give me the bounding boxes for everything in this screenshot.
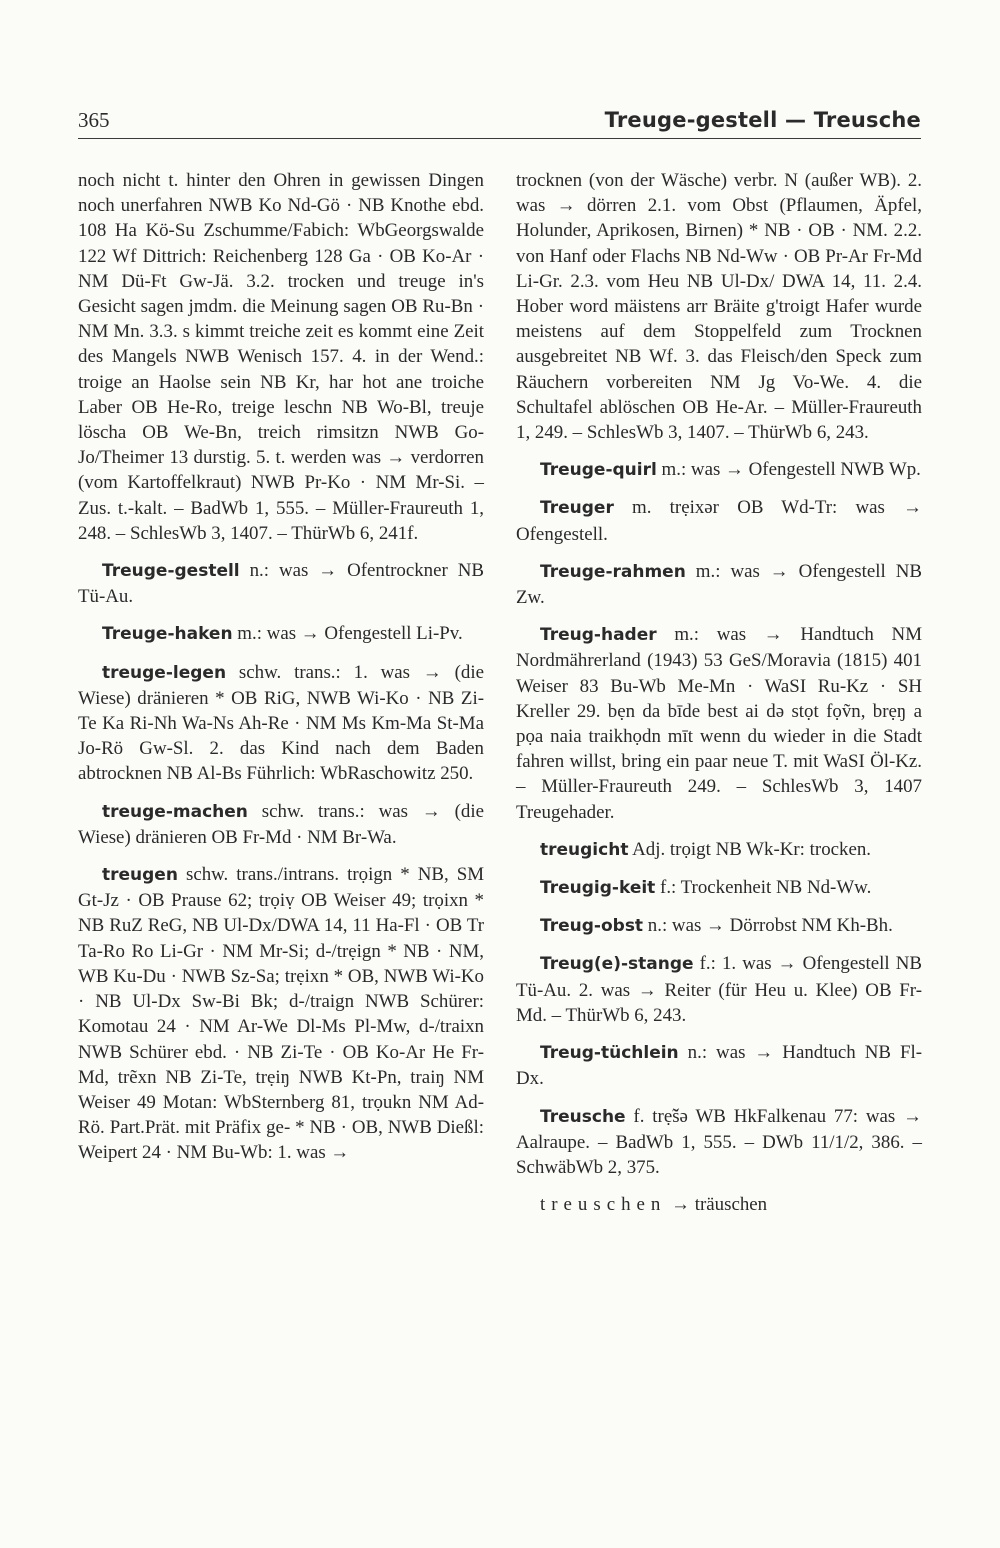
entry <box>516 837 922 863</box>
entry-body: m. trẹixər OB Wd-Tr: was → Ofengestell. <box>516 497 922 545</box>
entry-body: m.: was → Ofengestell Li-Pv. <box>232 623 463 645</box>
headword: Treusche <box>540 1106 626 1127</box>
entry <box>516 495 922 546</box>
entry <box>516 457 922 483</box>
entry <box>516 913 922 939</box>
headword: Treug-tüchlein <box>540 1043 679 1064</box>
right-column <box>516 168 922 1229</box>
entry-body: n.: was → Dörrobst NM Kh-Bh. <box>643 915 893 937</box>
headword: Treuger <box>540 498 614 519</box>
entry-body: f.: Trockenheit NB Nd-Ww. <box>655 877 872 899</box>
running-header <box>78 106 921 139</box>
entry-body: schw. trans.: 1. was → (die Wiese) dränieren * OB RiG, NWB Wi-Ko · NB Zi-Te Ka Ri-Nh Wa-Ns Ah-Re · NM Ms Km-Ma St-Ma Jo-Rö Gw-Sl. 2. das Kind nach dem Baden abtrocknen NB Al-Bs Führlich: WbRaschowitz 250. <box>78 661 484 785</box>
entry <box>78 799 484 850</box>
entry <box>516 1104 922 1181</box>
headword: Treug(e)-stange <box>540 954 694 975</box>
entry <box>78 558 484 609</box>
entry-body: Adj. trọigt NB Wk-Kr: trocken. <box>628 838 872 860</box>
entry-body: n.: was → Ofentrockner NB Tü-Au. <box>78 560 484 608</box>
continuation-text: noch nicht t. hinter den Ohren in gewissen Dingen noch unerfahren NWB Ko Nd-Gö · NB Knothe ebd. 108 Ha Kö-Su Zschumme/Fabich: WbGeorgswalde 122 Wf Dittrich: Reichenberg 128 Ga · OB Ko-Ar · NM Dü-Ft Gw-Jä. 3.2. trocken und treuge in's Gesicht sagen jmdm. die Meinung sagen OB Ru-Bn · NM Mn. 3.3. s kimmt treiche zeit es kommt eine Zeit des Mangels NWB Wenisch 157. 4. in der Wend.: troige an Haolse sein NB Kr, har hot ane troiche Laber OB He-Ro, treige leschn NB Wo-Bl, treuje löscha OB We-Bn, treich rimsitzn NWB Go-Jo/Theimer 13 durstig. 5. t. werden was → verdorren (vom Kartoffelkraut) NWB Pr-Ko · NM Mr-Si. – Zus. t.-kalt. – BadWb 1, 555. – Müller-Fraureuth 1, 248. – SchlesWb 3, 1407. – ThürWb 6, 241f. <box>78 170 484 544</box>
entry-body: schw. trans.: was → (die Wiese) dränieren OB Fr-Md · NM Br-Wa. <box>78 800 484 848</box>
entry <box>516 875 922 901</box>
headword: treugen <box>102 865 178 886</box>
headword: Treuge-gestell <box>102 561 240 582</box>
cross-reference-entry <box>516 1192 922 1217</box>
running-head: Treuge-gestell — Treusche <box>604 108 921 132</box>
entry-body: m.: was → Ofengestell NWB Wp. <box>656 459 921 481</box>
entry-body: → träuschen <box>666 1194 768 1216</box>
headword: Treuge-rahmen <box>540 561 686 582</box>
entry <box>516 622 922 825</box>
entry-body: f.: 1. was → Ofengestell NB Tü-Au. 2. was → Reiter (für Heu u. Klee) OB Fr-Md. – ThürWb 6, 243. <box>516 953 922 1026</box>
headword: Treugig-keit <box>540 878 656 899</box>
headword: treugicht <box>540 839 629 860</box>
entry-body: schw. trans./intrans. trọign * NB, SM Gt-Jz · OB Prause 62; trọiṿ OB Weiser 49; trọixn * NB RuZ ReG, NB Ul-Dx/DWA 14, 11 Ha-Fl · OB Tr Ta-Ro Ro Li-Gr · NM Mr-Si; d-/trẹign * NB · NM, WB Ku-Du · NWB Sz-Sa; trẹixn * OB, NWB Wi-Ko · NB Ul-Dx Sw-Bi Bk; d-/traign NWB Schürer: Komotau 24 · NM Ar-We Dl-Ms Pl-Mw, d-/traixn NWB Schürer ebd. · NB Zi-Te · OB Ko-Ar He Fr-Md, trẽxn NB Zi-Te, trẹiŋ NWB Kt-Pn, traiŋ NM Weiser 49 Motan: WbSternberg 81, trọukn NM Ad-Rö. Part.Prät. mit Präfix ge- * NB · OB, NWB Dießl: Weipert 24 · NM Bu-Wb: 1. was → <box>78 864 484 1164</box>
entry <box>78 862 484 1165</box>
headword: treuge-machen <box>102 801 248 822</box>
continuation-text: trocknen (von der Wäsche) verbr. N (außer WB). 2. was → dörren 2.1. vom Obst (Pflaumen, Äpfel, Holunder, Aprikosen, Birnen) * NB · OB · NM. 2.2. von Hanf oder Flachs NB Nd-Ww · OB Pr-Ar Fr-Md Li-Gr. 2.3. vom Heu NB Ul-Dx/ DWA 14, 11. 2.4. Hober word mäistens arr Bräite g'troigt Hafer wurde meistens auf dem Stoppelfeld zum Trocknen ausgebreitet NB Wf. 3. das Fleisch/den Speck zum Räuchern vorbereiten NM Jg Vo-We. 4. die Schultafel ablöschen OB He-Ar. – Müller-Fraureuth 1, 249. – SchlesWb 3, 1407. – ThürWb 6, 243. <box>516 170 922 444</box>
headword: Treuge-quirl <box>540 460 657 481</box>
entry-body: m.: was → Handtuch NM Nordmährerland (1943) 53 GeS/Moravia (1815) 401 Weiser 83 Bu-Wb Me-Mn · WaSI Ru-Kz · SH Kreller 29. bẹn da bīde best ai də stọt fọṽn, brẹŋ a pọa naia traikhọdn mīt wenn du wieder in die Stadt fahren willst, bring ein paar neue T. mit WaSI Öl-Kz. – Müller-Fraureuth 249. – SchlesWb 3, 1407 Treugehader. <box>516 624 922 823</box>
headword: Treuge-haken <box>102 624 233 645</box>
page-number: 365 <box>78 108 110 132</box>
entry <box>516 951 922 1028</box>
entry <box>516 1040 922 1091</box>
headword: treuschen <box>540 1194 667 1216</box>
headword: treuge-legen <box>102 662 227 683</box>
headword: Treug-hader <box>540 625 657 646</box>
headword: Treug-obst <box>540 916 644 937</box>
left-column <box>78 168 484 1178</box>
entry <box>78 621 484 647</box>
entry-body: m.: was → Ofengestell NB Zw. <box>516 560 922 609</box>
entry <box>78 660 484 787</box>
entry-body: f. trẹ̃šə WB HkFalkenau 77: was → Aalraupe. – BadWb 1, 555. – DWb 11/1/2, 386. – SchwäbWb 2, 375. <box>516 1105 922 1178</box>
entry <box>516 559 922 610</box>
entry-body: n.: was → Handtuch NB Fl-Dx. <box>516 1042 922 1090</box>
